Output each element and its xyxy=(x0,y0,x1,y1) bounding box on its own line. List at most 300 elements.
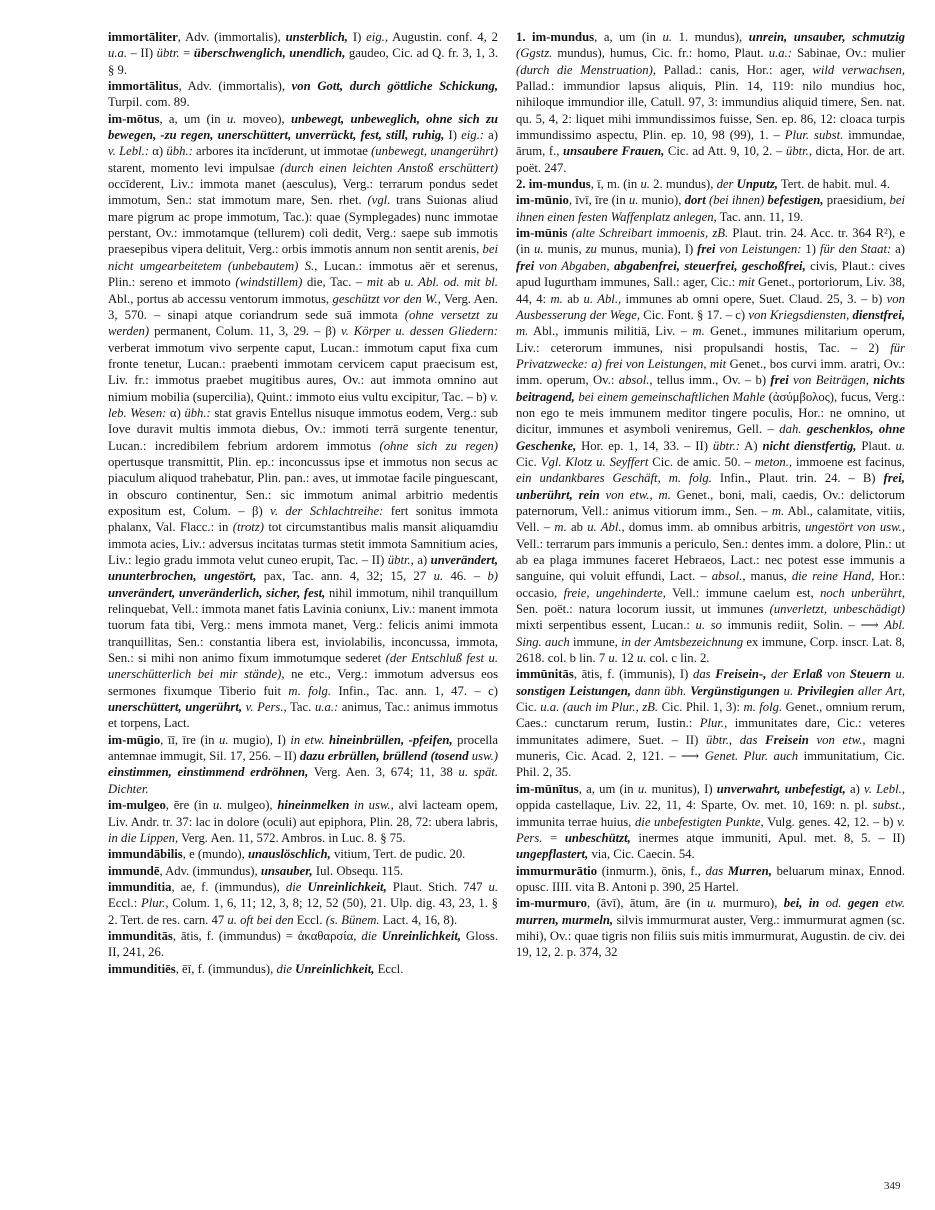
entry-gloss-italic: Plur., xyxy=(699,716,728,731)
entry-translation: unsaubere Frauen, xyxy=(563,144,665,159)
entry-text: civis, Plaut.: cives apud Iugurtham immunes, Sall.: ager, Cic.: xyxy=(516,258,906,290)
entry-translation: hineinmelken xyxy=(277,798,350,813)
entry-gloss-italic: u. Abl., xyxy=(583,291,622,306)
entry-text: Abl., immunis militiā, Liv. – xyxy=(528,324,693,339)
entry-translation: sonstigen Leistungen, xyxy=(516,683,631,698)
entry-text: starent, momento levi impulsae xyxy=(108,160,281,175)
entry-gloss-italic: u. xyxy=(783,683,794,698)
entry-gloss-italic: die xyxy=(361,928,377,943)
entry-text: , ēī, f. (immundus), xyxy=(175,961,277,976)
entry-text: Cic. de amic. 50. – xyxy=(648,454,755,469)
entry-gloss-italic: bei nicht umgearbeitetem (unbebautem) S., xyxy=(108,242,498,273)
entry-gloss-italic: dah. xyxy=(779,422,802,437)
entry-text: Eccl. xyxy=(293,912,326,927)
entry-text: animus, Tac.: animus immotus et torpens, Lact. xyxy=(108,700,499,731)
entry-text: , īī, īre (in xyxy=(160,732,220,747)
entry-gloss-italic: die unbefestigten Punkte, xyxy=(634,814,764,829)
entry-text: Lucan.: immotus aër et serenus, Plin.: sereno et immoto xyxy=(108,258,498,290)
entry-text: Gloss. II, 241, 26. xyxy=(108,928,499,960)
entry-translation: unverändert, ununterbrochen, ungestört, xyxy=(108,553,498,584)
entry-text: Pallad.: immundior lapsus aliquis, Plin. 14, 119: nilo mundius hoc, nihiloque immundior ille, Catull. 97, 3: immundius aliquid timere, Sen. nat. qu. 5, 4, 2: liquet mihi immundissimos fuisse, Sen. ep. 86, 12: cloaca turpis immundissimo aspectu, Plin. ep. 10, 98 (99), 1. – xyxy=(516,79,905,143)
entry-text: I) xyxy=(347,30,367,44)
entry-text: munis, xyxy=(543,242,586,257)
entry-gloss-italic: u. xyxy=(628,193,639,208)
entry-gloss-italic: m. xyxy=(771,503,785,518)
entry-gloss-italic: zu xyxy=(585,242,597,257)
dictionary-entry xyxy=(516,895,905,960)
entry-translation: murren, murmeln, xyxy=(516,912,614,927)
entry-text: Plaut. Stich. 747 xyxy=(386,879,489,894)
entry-translation: gegen xyxy=(847,896,879,911)
entry-text: moveo), xyxy=(236,111,291,126)
entry-translation: Unreinlichkeit, xyxy=(295,961,375,976)
entry-gloss-italic: v. Lebl., xyxy=(864,781,905,796)
entry-text: , ī, m. (in xyxy=(590,177,641,192)
entry-text: ab xyxy=(562,291,584,306)
entry-gloss-italic: u. xyxy=(637,781,648,796)
entry-text: procella antemnae immugit, Sil. 17, 256. – II) xyxy=(108,732,499,764)
entry-headword: im-mūnītus xyxy=(516,781,579,796)
entry-gloss-italic: u.a. (auch im Plur., zB. xyxy=(540,700,659,715)
entry-text: fert sonitus immota phalanx, Val. Flacc.: in xyxy=(108,503,498,535)
entry-gloss-italic: m. folg. xyxy=(288,683,332,698)
dictionary-entry xyxy=(516,29,905,176)
entry-text: Cic. xyxy=(516,454,541,469)
entry-headword: 2. im-mundus xyxy=(516,177,591,192)
entry-gloss-italic: freie, ungehinderte, xyxy=(563,585,666,600)
entry-gloss-italic: m. xyxy=(692,324,705,339)
entry-text: inermes atque immuniti, Apul. met. 8, 5. – II) xyxy=(630,830,905,845)
entry-translation: unsauber, xyxy=(260,863,313,878)
entry-text: a) xyxy=(413,553,431,567)
entry-text: 1) xyxy=(801,242,820,257)
entry-text: immune, xyxy=(569,634,622,649)
entry-text: immunis rediit, Solin. – ⟶ xyxy=(721,618,885,633)
dictionary-entry xyxy=(516,863,905,896)
entry-gloss-italic: das xyxy=(692,667,711,682)
entry-text: Turpil. com. 89. xyxy=(108,95,190,110)
entry-gloss-italic: v. Pers. xyxy=(516,814,905,845)
entry-headword: im-mulgeo xyxy=(108,798,166,813)
entry-text: , ēre (in xyxy=(165,798,213,813)
entry-headword: immortālitus xyxy=(108,79,179,94)
entry-text: munio), xyxy=(638,193,685,208)
entry-headword: immundē xyxy=(108,863,160,878)
entry-gloss-italic: (s. Bünem. xyxy=(325,912,380,927)
entry-gloss-italic: übh.: xyxy=(184,405,211,420)
entry-text: ab xyxy=(383,275,405,290)
entry-gloss-italic: für Privatzwecke: a) frei von Leistungen, mit xyxy=(516,340,905,371)
entry-text: , e (mundo), xyxy=(182,847,248,862)
entry-text: , Adv. (immundus), xyxy=(159,863,261,878)
entry-text: immundae, ārum, f., xyxy=(516,128,905,159)
entry-headword: im-mūnio xyxy=(516,193,569,208)
entry-gloss-italic: in etw. xyxy=(290,732,325,747)
entry-text: , a, um (in xyxy=(578,781,638,796)
entry-text: Vulg. genes. 42, 12. – b) xyxy=(763,814,898,829)
entry-gloss-italic: wild verwachsen, xyxy=(812,62,905,77)
entry-gloss-italic: m. xyxy=(550,291,563,306)
entry-gloss-italic: der xyxy=(766,667,788,682)
entry-gloss-italic: etw. xyxy=(878,896,905,911)
entry-translation: unauslöschlich, xyxy=(247,847,331,862)
entry-text: Eccl. xyxy=(374,961,404,976)
entry-translation: befestigen, xyxy=(767,193,824,208)
entry-gloss-italic: (ohne sich zu regen) xyxy=(379,438,498,453)
entry-text: mulgeo), xyxy=(222,798,278,813)
entry-text: = xyxy=(542,830,565,845)
entry-text: die, Tac. – xyxy=(302,275,367,290)
entry-translation: von Gott, durch göttliche Schickung, xyxy=(291,79,498,94)
entry-gloss-italic: u. xyxy=(608,651,618,666)
entry-translation: Unreinlichkeit, xyxy=(381,928,462,943)
entry-text: dicta, Hor. de art. poët. 247. xyxy=(516,144,906,175)
entry-text: Plaut. trin. 24. Acc. tr. 364 R²), e (in xyxy=(516,226,905,257)
entry-text: Vell.: immune caelum est, xyxy=(665,585,821,600)
entry-gloss-italic: die xyxy=(276,961,292,976)
entry-translation: geschenklos, ohne Geschenke, xyxy=(516,422,906,453)
entry-text xyxy=(732,733,740,747)
entry-headword: im-mōtus xyxy=(108,111,160,126)
entry-text: Sabinae, Ov.: mulier xyxy=(792,46,905,61)
entry-translation: Unputz, xyxy=(736,177,778,192)
entry-text: α) xyxy=(166,405,185,420)
entry-gloss-italic: u. xyxy=(890,667,906,682)
entry-gloss-italic: m. xyxy=(516,324,529,339)
entry-text: mugio), I) xyxy=(228,732,291,747)
entry-text: a) xyxy=(845,781,865,796)
entry-gloss-italic: von Ausbesserung der Wege, xyxy=(516,291,905,322)
entry-text: , a, um (in xyxy=(594,30,663,44)
entry-translation: Freisein-, xyxy=(715,667,767,682)
dictionary-entry xyxy=(516,781,905,863)
entry-gloss-italic: Plur., xyxy=(141,896,169,911)
entry-gloss-italic: übtr., xyxy=(706,732,733,747)
entry-gloss-italic: u.a.: xyxy=(314,700,339,715)
entry-gloss-italic: mit xyxy=(366,275,384,290)
entry-translation: Freisein xyxy=(765,732,809,747)
entry-text: stat gravis Entellus nisuque immotus eodem, Verg.: sub Iove duravit multis immota diebus, Ov.: immoti terrā surgente tenentur, Lucan.: incredibilem febrium ardorem immotus xyxy=(108,405,498,453)
entry-gloss-italic: v. leb. Wesen: xyxy=(108,389,498,420)
entry-headword: immunditiēs xyxy=(108,961,176,976)
entry-gloss-italic: Genet. Plur. auch xyxy=(704,749,799,764)
entry-gloss-italic: u. Abl. od. mit bl. xyxy=(404,275,498,290)
entry-text: munus, munia), I) xyxy=(596,242,698,257)
entry-text: a) xyxy=(484,128,498,143)
entry-text: 1. mundus), xyxy=(672,30,749,44)
entry-text: gaudeo, Cic. ad Q. fr. 3, 1, 3. § 9. xyxy=(108,46,498,77)
dictionary-entry xyxy=(108,961,498,977)
entry-text: Cic. Font. § 17. – c) xyxy=(640,307,749,322)
entry-translation: frei, unberührt, rein xyxy=(516,471,905,502)
entry-gloss-italic: v. der Schlachtreihe: xyxy=(270,503,384,518)
entry-gloss-italic: von etw., xyxy=(808,732,866,747)
entry-text: Iul. Obsequ. 115. xyxy=(312,863,404,878)
entry-text: immunitatium, Cic. Phil. 2, 35. xyxy=(516,749,905,780)
entry-text: domus imm. ab omnibus arbitris, xyxy=(624,520,806,535)
entry-text: Augustin. conf. 4, 2 xyxy=(388,30,499,44)
entry-text: occīderent, Liv.: immota manet (aesculus), Verg.: terrarum pondus sedet immotum, Sen.: stat immotum mare, Sen. rhet. xyxy=(108,177,498,208)
entry-headword: immundābilis xyxy=(108,847,183,862)
entry-translation: einstimmen, einstimmend erdröhnen, xyxy=(108,765,309,780)
entry-gloss-italic: geschützt vor den W., xyxy=(332,291,441,306)
entry-text: Abl., portus ab accessu ventorum immotus, xyxy=(108,291,333,306)
entry-text: ne etc., Verg.: immotum adversus eos sermones fixumque Tiberio fuit xyxy=(108,667,499,698)
entry-gloss-italic: u. xyxy=(212,798,223,813)
entry-text: magni muneris, Cic. Acad. 2, 121. – ⟶ xyxy=(516,732,906,764)
entry-translation: dazu erbrüllen, brüllend (tosend xyxy=(299,749,469,764)
entry-translation: frei xyxy=(770,373,789,388)
entry-text xyxy=(757,733,765,747)
entry-text: mixti serpentibus essent, Lucan.: xyxy=(516,618,696,633)
entry-translation: unbewegt, unbeweglich, ohne sich zu bewegen, -zu regen, unerschüttert, unverrückt, fest, still, ruhig, xyxy=(108,111,498,143)
dictionary-entry xyxy=(516,176,905,192)
entry-gloss-italic: (alte Schreibart immoenis, zB. xyxy=(571,226,729,241)
entry-gloss-italic: von Abgaben, xyxy=(538,258,610,273)
entry-gloss-italic: von Beiträgen, xyxy=(788,373,869,388)
entry-gloss-italic: (Ggstz. xyxy=(516,46,553,61)
entry-gloss-italic: in die Lippen, xyxy=(108,830,179,845)
dictionary-entry xyxy=(108,879,498,928)
entry-gloss-italic: ungestört von usw., xyxy=(805,520,905,535)
entry-headword: immurmurātio xyxy=(516,863,598,878)
entry-gloss-italic: (durch einen leichten Anstoß erschüttert) xyxy=(280,160,498,175)
entry-gloss-italic: dann übh. xyxy=(634,683,687,698)
dictionary-entry xyxy=(516,192,905,225)
dictionary-entry xyxy=(108,846,498,862)
entry-gloss-italic: von Kriegsdiensten, xyxy=(748,307,850,322)
entry-gloss-italic: die xyxy=(285,879,302,894)
entry-text: Hor. ep. 1, 14, 33. – II) xyxy=(576,438,713,453)
entry-text: praesidium, xyxy=(823,193,890,208)
dictionary-entry xyxy=(516,666,905,780)
entry-translation: ungepflastert, xyxy=(516,847,589,862)
entry-text: Verg. Aen. 3, 570. – sinapi atque coriandrum sede suā immota xyxy=(108,291,498,322)
entry-gloss-italic: Abl. Sing. auch xyxy=(516,618,906,649)
entry-text: 12 xyxy=(617,651,637,666)
dictionary-entry xyxy=(108,797,498,846)
entry-text: Tac. ann. 11, 19. xyxy=(716,209,804,224)
entry-gloss-italic: meton., xyxy=(754,454,793,469)
entry-text: pax, Tac. ann. 4, 32; 15, 27 xyxy=(256,569,434,584)
entry-gloss-italic: von etw., m. xyxy=(599,487,671,502)
entry-translation: Erlaß xyxy=(792,667,823,682)
entry-gloss-italic: m. xyxy=(554,520,567,535)
entry-text: col. c lin. 2. xyxy=(646,651,710,666)
entry-translation: Privilegien xyxy=(797,683,855,698)
dictionary-entry xyxy=(108,111,498,732)
entry-text: immoene est facinus, xyxy=(792,454,905,469)
entry-gloss-italic: (ohne versetzt zu werden) xyxy=(108,307,498,339)
entry-translation: Unreinlichkeit, xyxy=(307,879,387,894)
entry-text: vitium, Tert. de pudic. 20. xyxy=(330,847,466,862)
entry-translation: abgabenfrei, steuerfrei, geschoßfrei, xyxy=(614,258,806,273)
entry-translation: unsterblich, xyxy=(285,30,348,44)
right-column xyxy=(516,29,905,961)
entry-translation: Steuern xyxy=(849,667,891,682)
entry-gloss-italic: bei ihnen einen festen Waffenplatz anlegen, xyxy=(516,193,906,224)
entry-text: trans Suionas aliud mare pigrum ac prope immotum, Tac.): quae (Symplegades) nunc immotae perstant, Ov.: immotamque (tellurem) coli dedit, Verg.: saepe sub immotis praesepibus vipera delituit, Verg.: orbis immotis annum non sentit arenis, xyxy=(108,193,498,257)
entry-text: 46. – xyxy=(443,569,488,584)
entry-text: Cic. Phil. 1, 3): xyxy=(658,700,744,715)
entry-text: I) xyxy=(444,128,462,143)
entry-text: , ātis, f. (immunis), I) xyxy=(573,667,693,682)
entry-gloss-italic: u. xyxy=(640,177,650,192)
entry-gloss-italic: u.a.: xyxy=(768,46,793,61)
left-column xyxy=(108,29,498,977)
entry-gloss-italic: v. Lebl.: xyxy=(108,144,150,159)
entry-headword: immunditās xyxy=(108,928,173,943)
entry-text: silvis immurmurat auster, Verg.: immurmurat agmen (sc. mihi), Ov.: quae tigris non filiis suis mitis immurmurat, Augustin. de civ. dei 19, 12, 2. p. 374, 32 xyxy=(516,912,905,960)
entry-gloss-italic: in usw., xyxy=(349,798,394,813)
entry-headword: immūnitās xyxy=(516,667,574,682)
entry-gloss-italic: (unbewegt, unangerührt) xyxy=(371,144,498,159)
entry-gloss-italic: das xyxy=(739,732,758,747)
entry-headword: im-murmuro xyxy=(516,896,587,911)
entry-gloss-italic: für den Staat: xyxy=(819,242,892,257)
entry-text: , a, um (in xyxy=(159,111,227,126)
entry-gloss-italic: aller Art, xyxy=(854,683,906,698)
dictionary-entry xyxy=(108,732,498,797)
entry-gloss-italic: absol., xyxy=(711,569,746,584)
entry-text: permanent, Colum. 11, 3, 29. – β) xyxy=(149,324,341,339)
entry-gloss-italic: u. xyxy=(219,732,229,747)
entry-text: , Adv. (immortalis), xyxy=(177,30,286,44)
entry-gloss-italic: bei einem gemeinschaftlichen Mahle xyxy=(578,389,766,404)
entry-text: Genet., immunes militarium operum, Liv.: ceterorum immunes, nisi propulsandi hostis, Tac. – 2) xyxy=(516,324,905,355)
entry-translation: unerschüttert, ungerührt, xyxy=(108,700,243,715)
entry-gloss-italic: übh.: xyxy=(166,144,193,159)
entry-gloss-italic: b) xyxy=(487,569,499,584)
entry-text: Infin., Tac. ann. 1, 47. – c) xyxy=(331,683,498,698)
entry-translation: Murren, xyxy=(727,863,772,878)
entry-text: manus, xyxy=(745,569,792,584)
entry-text: tot circumstantibus malis mansit aliquamdiu immota acies, Liv.: adversus incitatas turmas stetit immota Samnitium acies, Liv.: legio gradu immota velut cuneo erupit, Tac. – II) xyxy=(108,520,498,567)
entry-gloss-italic: übtr. xyxy=(156,46,180,61)
entry-gloss-italic: mit xyxy=(738,275,755,290)
entry-text: Verg. Aen. 3, 674; 11, 38 xyxy=(308,765,459,780)
entry-text: mundus), humus, Cic. fr.: homo, Plaut. xyxy=(552,46,769,61)
entry-translation: Vergünstigungen xyxy=(690,683,780,698)
entry-translation: überschwenglich, unendlich, xyxy=(193,46,346,61)
entry-gloss-italic: u. xyxy=(636,651,647,666)
entry-text: Vell.: terrarum pars immunis a periculo, Sen.: dentes imm. a dolore, Plin.: ut ab ea plaga immunes faceret Hebraeos, Lact.: nec potest esse immunis a sanguine, qui voluit effundi, Lact. – xyxy=(516,536,905,584)
entry-text: Hor.: occasio, xyxy=(516,569,905,600)
entry-text: verberat immotum vivo serpente caput, Lucan.: immotum caput fixa cum fronte tenetur, Lucan.: praebenti immotam cervicem caput praecisum est, Liv. fr.: immotus praebet mugitibus aures, Ov.: aut immota omnino aut nimium mobilia (supercilia), Quint.: immoto eius vultu excipitur, Tac. – b) xyxy=(108,340,498,404)
entry-text: Tac. xyxy=(286,700,315,715)
entry-translation: nichts beitragend, xyxy=(516,373,905,404)
entry-gloss-italic: u. xyxy=(706,896,717,911)
entry-translation: unverwahrt, unbefestigt, xyxy=(716,781,846,796)
entry-gloss-italic: absol., xyxy=(618,373,653,388)
entry-gloss-italic: Vgl. Klotz u. Seyffert xyxy=(540,454,649,469)
entry-text: , Adv. (immortalis), xyxy=(178,79,292,94)
entry-text: Sen. poët.: natura locorum iussit, ut immunes xyxy=(516,602,770,617)
entry-text: , (āvī), ātum, āre (in xyxy=(586,896,707,911)
entry-gloss-italic: (unverletzt, unbeschädigt) xyxy=(769,602,905,617)
entry-text: Colum. 1, 6, 11; 12, 3, 8; 12, 52 (50), 21. Ulp. dig. 43, 23, 1. § 2. Tert. de res. carn. 47 xyxy=(108,896,498,927)
entry-translation: unrein, unsauber, schmutzig xyxy=(748,30,905,44)
entry-gloss-italic: übtr., xyxy=(785,144,812,159)
entry-translation: dienstfrei, xyxy=(852,307,906,322)
entry-translation: frei xyxy=(516,258,535,273)
entry-text: α) xyxy=(149,144,167,159)
dictionary-entry xyxy=(108,928,498,961)
entry-gloss-italic: der xyxy=(716,177,734,192)
entry-gloss-italic: (trotz) xyxy=(232,520,264,535)
dictionary-entry xyxy=(108,78,498,111)
entry-translation: unbeschützt, xyxy=(564,830,631,845)
entry-text: 2. mundus), xyxy=(649,177,717,192)
entry-translation: unverändert, unveränderlich, sicher, fest, xyxy=(108,585,326,600)
entry-text: nihil immotum, nihil tranquillum relinquebat, Vell.: immota manet fatis Lavinia coniunx, Liv.: manent immota tuorum fata tibi, Verg.: mens immota manet, Verg.: felicis animi immota tranquillitas, Sen.: constantia libera est, inviolabilis, inconcussa, immota, Sen.: si mihi non animo fixum immotumque sederet xyxy=(108,585,498,666)
entry-translation: hineinbrüllen, -pfeifen, xyxy=(329,732,453,747)
entry-text: Genet., boni, mali, caedis, Ov.: delictorum paternorum, Vell.: animus vitiorum imm., Sen. – xyxy=(516,487,905,518)
entry-gloss-italic: u. xyxy=(433,569,444,584)
entry-text: Cic. xyxy=(516,700,541,715)
entry-translation: frei xyxy=(697,242,716,257)
entry-gloss-italic: u. xyxy=(488,879,499,894)
entry-headword: im-mūnis xyxy=(516,226,568,241)
entry-text: Pallad.: canis, Hor.: ager, xyxy=(656,62,813,77)
entry-text: Infin., Plaut. trin. 24. – B) xyxy=(711,471,884,486)
entry-text: tellus imm., Ov. – b) xyxy=(652,373,771,388)
entry-text: ab xyxy=(566,520,588,535)
entry-text: via, Cic. Caecin. 54. xyxy=(588,847,695,862)
entry-gloss-italic: noch unberührt, xyxy=(820,585,906,600)
entry-headword: im-mūgio xyxy=(108,732,161,747)
entry-gloss-italic: u. xyxy=(662,30,673,44)
entry-gloss-italic: von Leistungen: xyxy=(715,242,802,257)
entry-gloss-italic: übtr., xyxy=(387,553,414,567)
entry-gloss-italic: u. xyxy=(226,111,237,126)
entry-gloss-italic: eig., xyxy=(366,30,389,44)
entry-gloss-italic: u. so xyxy=(695,618,722,633)
entry-text: (inmurm.), ōnis, f., xyxy=(597,863,706,878)
entry-gloss-italic: u. xyxy=(895,438,905,453)
entry-translation: dort xyxy=(684,193,706,208)
entry-text: Cic. ad Att. 9, 10, 2. – xyxy=(664,144,786,159)
entry-gloss-italic: Plur. subst. xyxy=(784,128,844,143)
entry-gloss-italic: u. oft bei den xyxy=(227,912,294,927)
entry-gloss-italic: (durch die Menstruation), xyxy=(516,62,657,77)
entry-gloss-italic: von xyxy=(822,667,846,682)
entry-headword: immunditia xyxy=(108,879,172,894)
entry-text: murmuro), xyxy=(716,896,784,911)
entry-text: opertusque transmittit, Plin. ep.: inconcussus ipse et immotus non secus ac piaculum aliquod trahebatur, Plin. pan.: aves, ut immotae facile pinguescant, in obscuro continentur, Sen.: sic immotum animal arbitrio medentis expositum est, Colum. – β) xyxy=(108,454,498,518)
entry-gloss-italic: (windstillem) xyxy=(235,275,303,290)
entry-gloss-italic: u. spät. Dichter. xyxy=(108,765,498,796)
entry-gloss-italic: das xyxy=(705,863,724,878)
entry-text: Lact. 4, 16, 8). xyxy=(379,912,458,927)
entry-headword: immortāliter xyxy=(108,30,178,44)
entry-text: immunita terrae huius, xyxy=(516,814,635,829)
entry-gloss-italic: übtr.: xyxy=(712,438,740,453)
entry-text: , īvī, īre (in xyxy=(568,193,629,208)
entry-text: immunes ab omni opere, Suet. Claud. 25, 3. – b) xyxy=(621,291,887,306)
entry-text: a) xyxy=(891,242,905,257)
entry-text: Plaut. xyxy=(856,438,896,453)
entry-text: Abl., calamitate, vitiis, Vell. – xyxy=(516,503,905,535)
entry-text: Genet., omnium rerum, Caes.: cunctarum rerum, Iustin.: xyxy=(516,700,906,731)
entry-gloss-italic: (bei ihnen) xyxy=(708,193,765,208)
entry-headword: 1. im-mundus xyxy=(516,30,595,44)
dictionary-entry xyxy=(108,863,498,879)
entry-text: ex immune, Corp. inscr. Lat. 8, 2618. col. b lin. 7 xyxy=(516,634,905,666)
entry-gloss-italic: m. folg. xyxy=(743,700,783,715)
entry-text: Verg. Aen. 11, 572. Ambros. in Luc. 8. § 75. xyxy=(178,830,406,845)
entry-gloss-italic: v. Pers., xyxy=(245,700,287,715)
